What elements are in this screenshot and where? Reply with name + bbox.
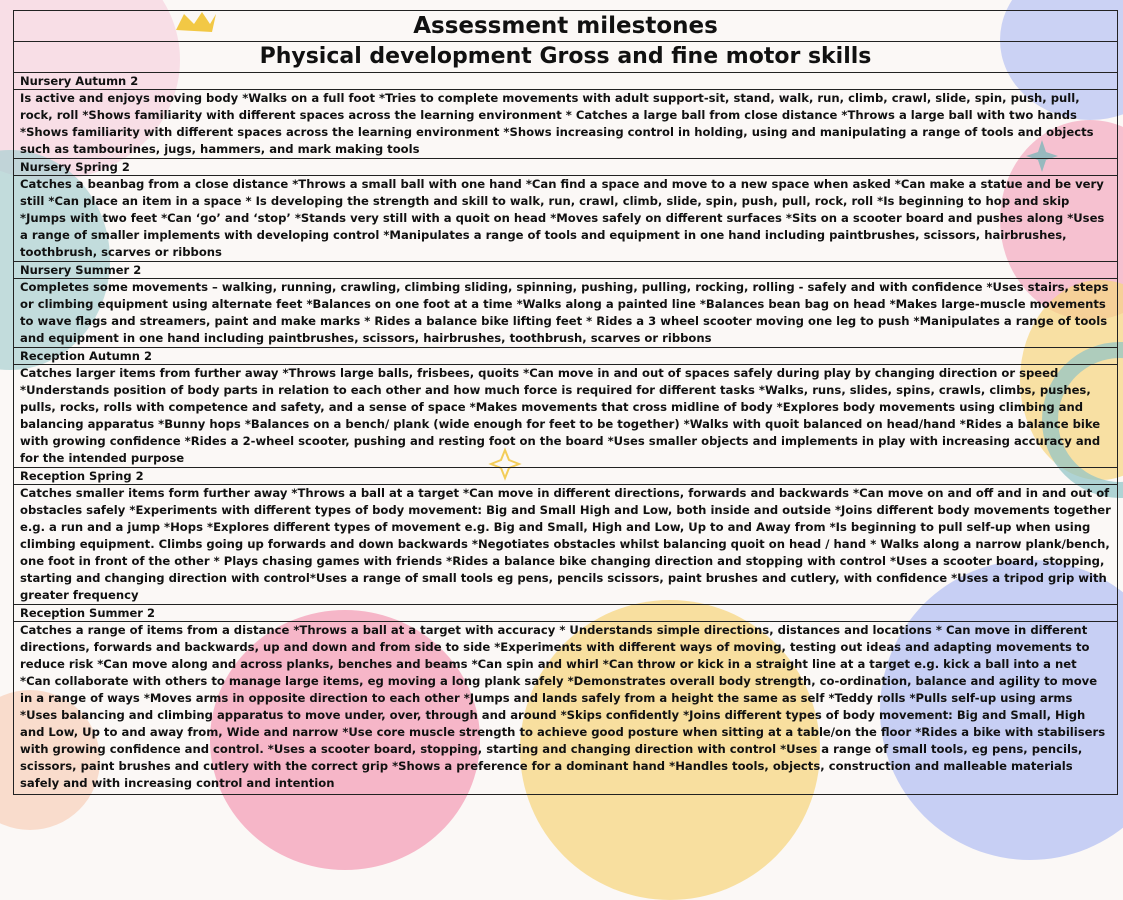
- section-heading: Nursery Spring 2: [14, 159, 1117, 176]
- section-heading: Nursery Summer 2: [14, 262, 1117, 279]
- section-text: Completes some movements – walking, running, crawling, climbing sliding, spinning, pushing, pulling, rocking, rolling - safely and with confidence *Uses stairs, steps or climbing equipment using alternate feet *Balances on one foot at a time *Walks along a painted line *Balances bean bag on head *Makes large-muscle movements to wave flags and streamers, paint and make marks * Rides a balance bike lifting feet * Rides a 3 wheel scooter moving one leg to push *Manipulates a range of tools and equipment in one hand including paintbrushes, scissors, hairbrushes, toothbrush, scarves or ribbons: [14, 279, 1117, 348]
- section-heading: Reception Autumn 2: [14, 348, 1117, 365]
- section-heading: Reception Summer 2: [14, 605, 1117, 622]
- section-nursery-spring: [14, 159, 1117, 262]
- section-heading: Nursery Autumn 2: [14, 73, 1117, 90]
- section-reception-spring: [14, 468, 1117, 605]
- section-nursery-autumn: [14, 73, 1117, 159]
- section-text: Catches larger items from further away *Throws large balls, frisbees, quoits *Can move in and out of spaces safely during play by changing direction or speed *Understands position of body parts in relation to each other and how much force is required for different tasks *Walks, runs, slides, spins, crawls, climbs, pushes, pulls, rocks, rolls with competence and safety, and a sense of space *Makes movements that cross midline of body *Explores body movements using climbing and balancing apparatus *Bunny hops *Balances on a bench/ plank (wide enough for feet to be together) *Walks with quoit balanced on head/hand *Rides a balance bike with growing confidence *Rides a 2-wheel scooter, pushing and resting foot on the board *Uses smaller objects and implements in play with increasing accuracy and for the intended purpose: [14, 365, 1117, 468]
- section-reception-summer: [14, 605, 1117, 794]
- document-subtitle: Physical development Gross and fine motor skills: [14, 42, 1117, 73]
- assessment-document: [13, 10, 1118, 795]
- section-text: Catches a beanbag from a close distance *Throws a small ball with one hand *Can find a space and move to a new space when asked *Can make a statue and be very still *Can place an item in a space * Is developing the strength and skill to walk, run, crawl, climb, slide, spin, push, pull, rock, roll *Is beginning to hop and skip *Jumps with two feet *Can ‘go’ and ‘stop’ *Stands very still with a quoit on head *Moves safely on different surfaces *Sits on a scooter board and pushes along *Uses a range of smaller implements with developing control *Manipulates a range of tools and equipment in one hand including paintbrushes, scissors, hairbrushes, toothbrush, scarves or ribbons: [14, 176, 1117, 262]
- section-nursery-summer: [14, 262, 1117, 348]
- section-text: Is active and enjoys moving body *Walks on a full foot *Tries to complete movements with adult support-sit, stand, walk, run, climb, crawl, slide, spin, push, pull, rock, roll *Shows familiarity with different spaces across the learning environment * Catches a large ball from close distance *Throws a large ball with two hands *Shows familiarity with different spaces across the learning environment *Shows increasing control in holding, using and manipulating a range of tools and objects such as tambourines, jugs, hammers, and mark making tools: [14, 90, 1117, 159]
- section-heading: Reception Spring 2: [14, 468, 1117, 485]
- section-reception-autumn: [14, 348, 1117, 468]
- section-text: Catches a range of items from a distance *Throws a ball at a target with accuracy * Understands simple directions, distances and locations * Can move in different directions, forwards and backwards, up and down and from side to side *Experiments with different ways of moving, testing out ideas and adapting movements to reduce risk *Can move along and across planks, benches and beams *Can spin and whirl *Can throw or kick in a straight line at a target e.g. kick a ball into a net *Can collaborate with others to manage large items, eg moving a long plank safely *Demonstrates overall body strength, co-ordination, balance and agility to move in a range of ways *Moves arms in opposite direction to each other *Jumps and lands safely from a height the same as self *Teddy rolls *Pulls self-up using arms *Uses balancing and climbing apparatus to move under, over, through and around *Skips confidently *Joins different types of body movement: Big and Small, High and Low, Up to and away from, Wide and narrow *Use core muscle strength to achieve good posture when sitting at a table/on the floor *Rides a bike with stabilisers with growing confidence and control. *Uses a scooter board, stopping, starting and changing direction with control *Uses a range of small tools, eg pens, pencils, scissors, paint brushes and cutlery with the correct grip *Shows a preference for a dominant hand *Handles tools, objects, construction and malleable materials safely and with increasing control and intention: [20, 623, 1106, 790]
- document-title: Assessment milestones: [14, 11, 1117, 42]
- section-text: Catches smaller items form further away *Throws a ball at a target *Can move in different directions, forwards and backwards *Can move on and off and in and out of obstacles safely *Experiments with different types of body movement: Big and Small High and Low, both inside and outside *Joins different body movements together e.g. a run and a jump *Hops *Explores different types of movement e.g. Big and Small, High and Low, Up to and Away from *Is beginning to pull self-up when using climbing equipment. Climbs going up forwards and down backwards *Negotiates obstacles whilst balancing quoit on head / hand * Walks along a narrow plank/bench, one foot in front of the other * Plays chasing games with friends *Rides a balance bike changing direction and stopping with control *Uses a scooter board, stopping, starting and changing direction with control*Uses a range of small tools eg pens, pencils scissors, paint brushes and cutlery, with confidence *Uses a tripod grip with greater frequency: [14, 485, 1117, 605]
